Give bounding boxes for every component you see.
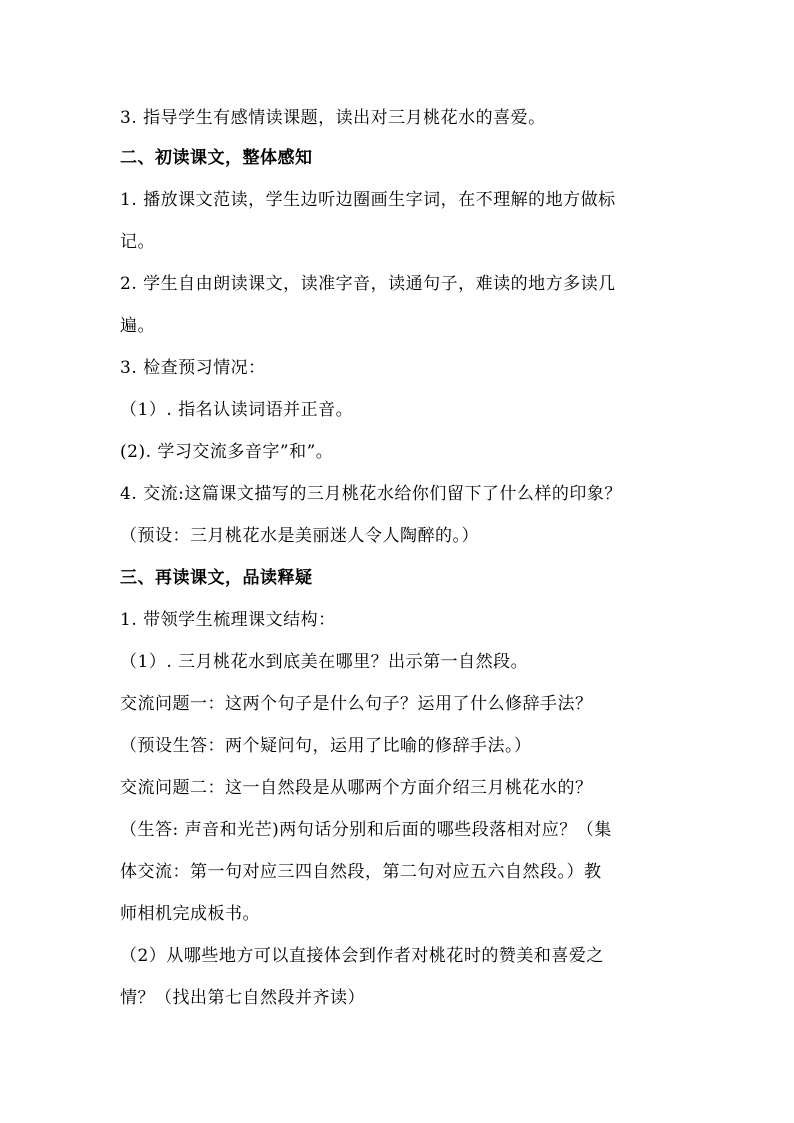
paragraph-line: 1. 带领学生梳理课文结构： — [120, 610, 336, 630]
paragraph-line: 体交流：第一句对应三四自然段，第二句对应五六自然段。）教 — [120, 862, 602, 882]
paragraph-line: 3. 检查预习情况： — [120, 358, 266, 378]
paragraph-line: （2）从哪些地方可以直接体会到作者对桃花时的赞美和喜爱之 — [120, 946, 604, 966]
paragraph-line: 交流问题一：这两个句子是什么句子？运用了什么修辞手法？ — [120, 694, 593, 714]
section-heading: 三、再读课文，品读释疑 — [120, 568, 313, 588]
paragraph-line: 2. 学生自由朗读课文，读准字音，读通句子，难读的地方多读几 — [120, 274, 616, 294]
paragraph-line: (2). 学习交流多音字”和”。 — [120, 442, 334, 462]
paragraph-line: （生答: 声音和光芒)两句话分别和后面的哪些段落相对应？（集 — [120, 820, 612, 840]
paragraph-line: （1）. 指名认读词语并正音。 — [120, 400, 354, 420]
paragraph-line: （1）. 三月桃花水到底美在哪里？出示第一自然段。 — [120, 652, 529, 672]
paragraph-line: 情？（找出第七自然段并齐读） — [120, 988, 365, 1008]
paragraph-line: 师相机完成板书。 — [120, 904, 260, 924]
paragraph-line: （预设：三月桃花水是美丽迷人令人陶醉的。） — [120, 526, 479, 546]
paragraph-line: 4. 交流:这篇课文描写的三月桃花水给你们留下了什么样的印象？ — [120, 484, 622, 504]
paragraph-line: （预设生答：两个疑问句，运用了比喻的修辞手法。） — [120, 736, 532, 756]
paragraph-line: 交流问题二：这一自然段是从哪两个方面介绍三月桃花水的？ — [120, 778, 593, 798]
paragraph-line: 3. 指导学生有感情读课题，读出对三月桃花水的喜爱。 — [120, 108, 546, 128]
paragraph-line: 记。 — [120, 232, 155, 252]
paragraph-line: 1. 播放课文范读，学生边听边圈画生字词，在不理解的地方做标 — [120, 190, 616, 210]
section-heading: 二、初读课文，整体感知 — [120, 148, 313, 168]
paragraph-line: 遍。 — [120, 316, 155, 336]
